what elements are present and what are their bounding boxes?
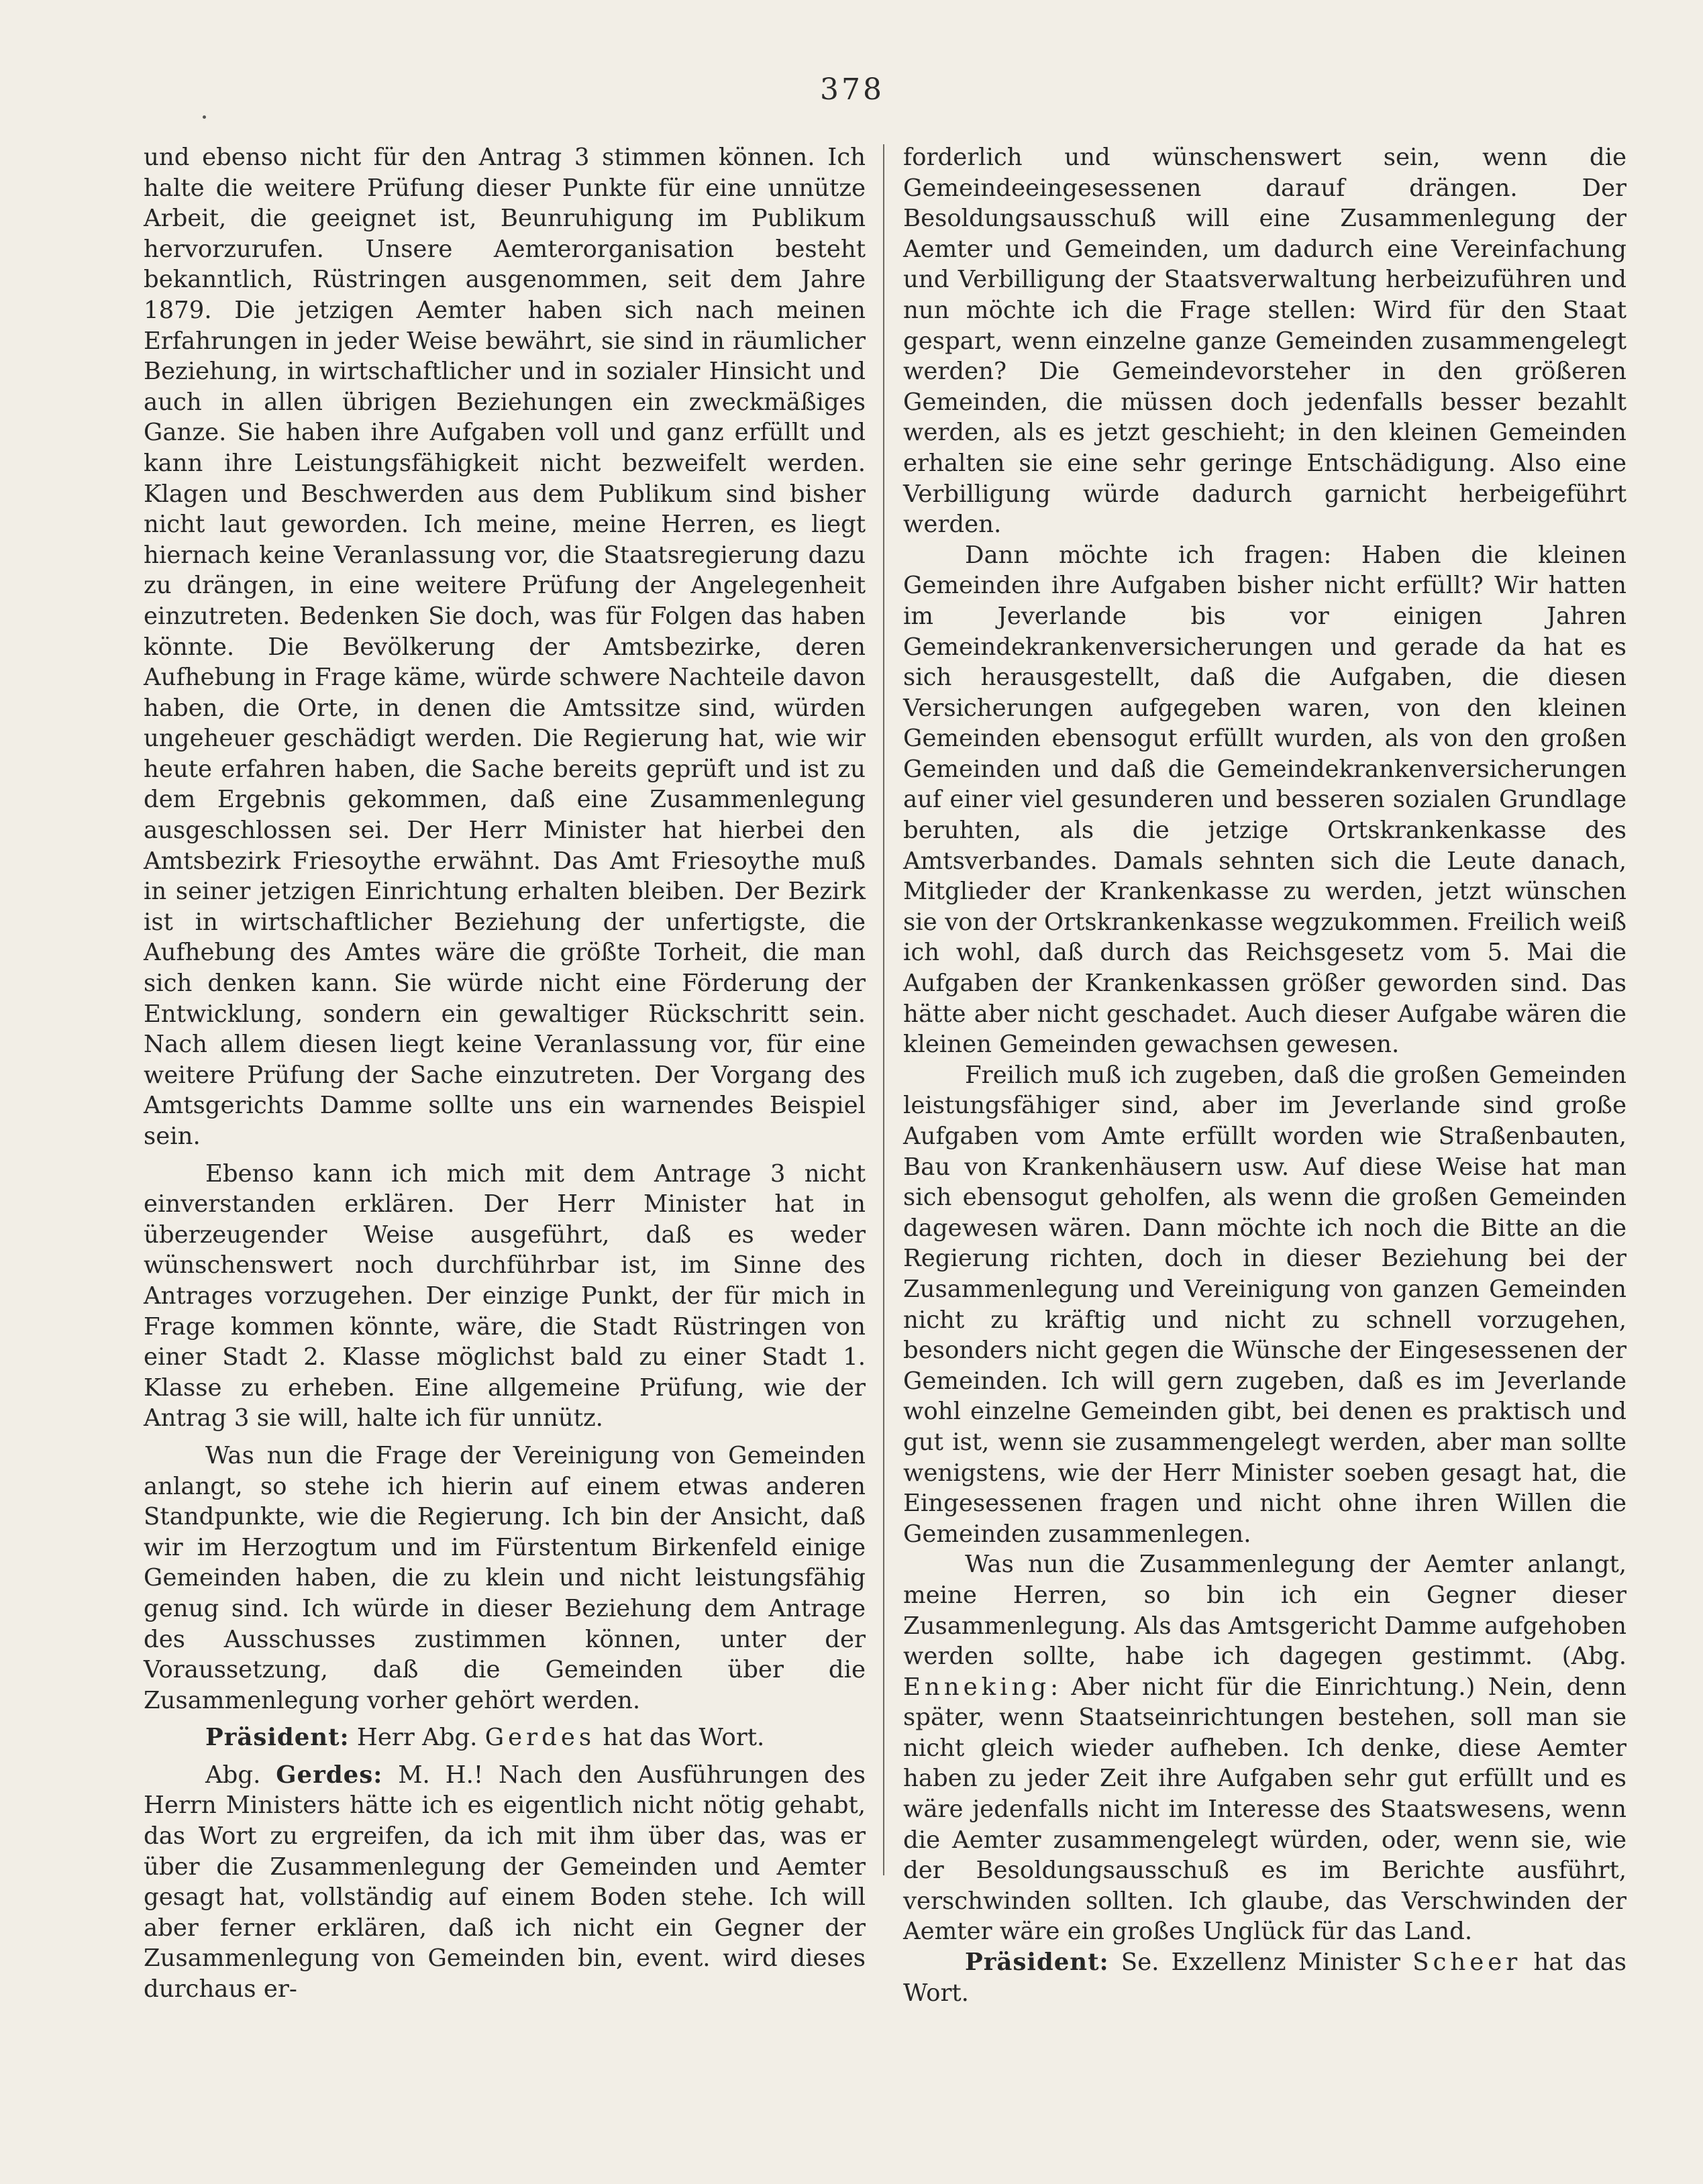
speaker-line — [144, 1760, 866, 2005]
left-column — [144, 142, 866, 2005]
paragraph-text: Was nun die Zusammenlegung der Aemter anlangt, meine Herren, so bin ich ein Gegner dieser Zusammenlegung. Als das Amtsgericht Damme aufgehoben werden sollte, habe ich dagegen gestimmt. (Abg. — [903, 1551, 1627, 1671]
paragraph: Dann möchte ich fragen: Haben die kleinen Gemeinden ihre Aufgaben bisher nicht erfüllt? Wir hatten im Jeverlande bis vor einigen Jahren Gemeindekrankenversicherungen und gerade da hat es sich herausgestellt, daß die Aufgaben, die diesen Versicherungen aufgegeben waren, von den kleinen Gemeinden ebensogut erfüllt wurden, als von den großen Gemeinden und daß die Gemeindekrankenversicherungen auf einer viel gesunderen und besseren sozialen Grundlage beruhten, als die jetzige Ortskrankenkasse des Amtsverbandes. Damals sehnten sich die Leute danach, Mitglieder der Krankenkasse zu werden, jetzt wünschen sie von der Ortskrankenkasse wegzukommen. Freilich weiß ich wohl, daß durch das Reichsgesetz vom 5. Mai die Aufgaben der Krankenkassen größer geworden sind. Das hätte aber nicht geschadet. Auch dieser Aufgabe wären die kleinen Gemeinden gewachsen gewesen. — [903, 541, 1627, 1059]
speaker-role: Präsident: — [965, 1948, 1109, 1977]
right-column — [903, 142, 1627, 2008]
speaker-name: Gerdes: — [276, 1761, 383, 1789]
speaker-role: Präsident: — [205, 1724, 350, 1752]
speaker-text: Herr Abg. — [356, 1724, 478, 1752]
paragraph: und ebenso nicht für den Antrag 3 stimmen können. Ich halte die weitere Prüfung dieser Punkte für eine unnütze Arbeit, die geeignet ist, Beunruhigung im Publikum hervorzurufen. Unsere Aemterorganisation besteht bekanntlich, Rüstringen ausgenommen, seit dem Jahre 1879. Die jetzigen Aemter haben sich nach meinen Erfahrungen in jeder Weise bewährt, sie sind in räumlicher Beziehung, in wirtschaftlicher und in sozialer Hinsicht und auch in allen übrigen Beziehungen ein zweckmäßiges Ganze. Sie haben ihre Aufgaben voll und ganz erfüllt und kann ihre Leistungsfähigkeit nicht bezweifelt werden. Klagen und Beschwerden aus dem Publikum sind bisher nicht laut geworden. Ich meine, meine Herren, es liegt hiernach keine Veranlassung vor, die Staatsregierung dazu zu drängen, in eine weitere Prüfung der Angelegenheit einzutreten. Bedenken Sie doch, was für Folgen das haben könnte. Die Bevölkerung der Amtsbezirke, deren Aufhebung in Frage käme, würde schwere Nachteile davon haben, die Orte, in denen die Amtssitze sind, würden ungeheuer geschädigt werden. Die Regierung hat, wie wir heute erfahren haben, die Sache bereits geprüft und ist zu dem Ergebnis gekommen, daß eine Zusammenlegung ausgeschlossen sei. Der Herr Minister hat hierbei den Amtsbezirk Friesoythe erwähnt. Das Amt Friesoythe muß in seiner jetzigen Einrichtung erhalten bleiben. Der Bezirk ist in wirtschaftlicher Beziehung der unfertigste, die Aufhebung des Amtes wäre die größte Torheit, die man sich denken kann. Sie würde nicht eine Förderung der Entwicklung, sondern ein gewaltiger Rückschritt sein. Nach allem diesen liegt keine Veranlassung vor, für eine weitere Prüfung der Sache einzutreten. Der Vorgang des Amtsgerichts Damme sollte uns ein warnendes Beispiel sein. — [144, 144, 866, 1150]
paragraph: Ebenso kann ich mich mit dem Antrage 3 nicht einverstanden erklären. Der Herr Minister hat in überzeugender Weise ausgeführt, daß es weder wünschenswert noch durchführbar ist, im Sinne des Antrages vorzugehen. Der einzige Punkt, der für mich in Frage kommen könnte, wäre, die Stadt Rüstringen von einer Stadt 2. Klasse möglichst bald zu einer Stadt 1. Klasse zu erheben. Eine allgemeine Prüfung, wie der Antrag 3 sie will, halte ich für unnütz. — [144, 1159, 866, 1433]
printer-mark — [203, 115, 206, 119]
page-number: 378 — [820, 72, 884, 107]
speaker-text: Se. Exzellenz Minister — [1121, 1948, 1401, 1977]
paragraph: Was nun die Frage der Vereinigung von Gemeinden anlangt, so stehe ich hierin auf einem etwas anderen Standpunkte, wie die Regierung. Ich bin der Ansicht, daß wir im Herzogtum und im Fürstentum Birkenfeld einige Gemeinden haben, die zu klein und nicht leistungsfähig genug sind. Ich würde in dieser Beziehung dem Antrage des Ausschusses zustimmen können, unter der Voraussetzung, daß die Gemeinden über die Zusammenlegung vorher gehört werden. — [144, 1441, 866, 1714]
speaker-name: Gerdes — [484, 1724, 596, 1752]
speaker-name: Scheer — [1412, 1948, 1522, 1977]
speaker-prefix: Abg. — [205, 1761, 261, 1789]
speaker-text: hat das Wort. — [903, 1948, 1627, 2007]
paragraph-text: : Aber nicht für die Einrichtung.) Nein, denn später, wenn Staatseinrichtungen bestehen, soll man sie nicht gleich wieder aufheben. Ich denke, diese Aemter haben zu jeder Zeit ihre Aufgaben sehr gut erfüllt und es wäre jedenfalls nicht im Interesse des Staatswesens, wenn die Aemter zusammengelegt würden, oder, wenn sie, wie der Besoldungsausschuß es im Berichte ausführt, verschwinden sollten. Ich glaube, das Verschwinden der Aemter wäre ein großes Unglück für das Land. — [903, 1673, 1627, 1946]
speaker-name: Enneking — [903, 1673, 1051, 1701]
speaker-text: hat das Wort. — [603, 1724, 765, 1752]
speaker-text: M. H.! Nach den Ausführungen des Herrn Ministers hätte ich es eigentlich nicht nötig gehabt, das Wort zu ergreifen, da ich mit ihm über das, was er über die Zusammenlegung der Gemeinden und Aemter gesagt hat, vollständig auf einem Boden stehe. Ich will aber ferner erklären, daß ich nicht ein Gegner der Zusammenlegung von Gemeinden bin, event. wird dieses durchaus er- — [144, 1761, 866, 2004]
speaker-line — [903, 1947, 1627, 2008]
paragraph — [903, 1549, 1627, 1947]
paragraph: Freilich muß ich zugeben, daß die großen Gemeinden leistungsfähiger sind, aber im Jeverlande sind große Aufgaben vom Amte erfüllt worden wie Straßenbauten, Bau von Krankenhäusern usw. Auf diese Weise hat man sich ebensogut geholfen, als wenn die großen Gemeinden dagewesen wären. Dann möchte ich noch die Bitte an die Regierung richten, doch in dieser Beziehung bei der Zusammenlegung und Vereinigung von ganzen Gemeinden nicht zu kräftig und nicht zu schnell vorzugehen, besonders nicht gegen die Wünsche der Eingesessenen der Gemeinden. Ich will gern zugeben, daß es im Jeverlande wohl einzelne Gemeinden gibt, bei denen es praktisch und gut ist, wenn sie zusammengelegt werden, aber man sollte wenigstens, wie der Herr Minister soeben gesagt hat, die Eingesessenen fragen und nicht ohne ihren Willen die Gemeinden zusammenlegen. — [903, 1061, 1627, 1548]
column-divider — [883, 144, 884, 1875]
speaker-line — [144, 1722, 866, 1753]
paragraph: forderlich und wünschenswert sein, wenn die Gemeindeeingesessenen darauf drängen. Der Besoldungsausschuß will eine Zusammenlegung der Aemter und Gemeinden, um dadurch eine Vereinfachung und Verbilligung der Staatsverwaltung herbeizuführen und nun möchte ich die Frage stellen: Wird für den Staat gespart, wenn einzelne ganze Gemeinden zusammengelegt werden? Die Gemeindevorsteher in den größeren Gemeinden, die müssen doch jedenfalls besser bezahlt werden, als es jetzt geschieht; in den kleinen Gemeinden erhalten sie eine sehr geringe Entschädigung. Also eine Verbilligung würde dadurch garnicht herbeigeführt werden. — [903, 144, 1627, 539]
